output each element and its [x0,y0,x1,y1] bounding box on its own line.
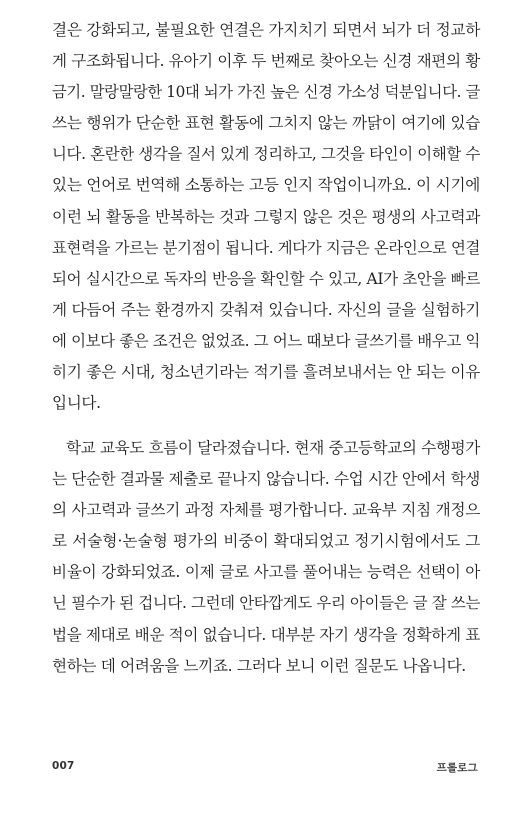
text-line: 에 이보다 좋은 조건은 없었죠. 그 어느 때보다 글쓰기를 배우고 익 [52,331,480,350]
text-line: 쓰는 행위가 단순한 표현 활동에 그치지 않는 까닭이 여기에 있습 [52,114,481,133]
text-line: 의 사고력과 글쓰기 과정 자체를 평가합니다. 교육부 지침 개정으 [52,501,481,520]
paragraph-1 [52,15,480,419]
text-line: 게 구조화됩니다. 유아기 이후 두 번째로 찾아오는 신경 재편의 황 [52,52,480,71]
text-line: 입니다. [52,394,101,413]
text-line: 표현력을 가르는 분기점이 됩니다. 게다가 지금은 온라인으로 연결 [52,238,481,257]
text-line: 는 단순한 결과물 제출로 끝나지 않습니다. 수업 시간 안에서 학생 [52,470,480,489]
text-line: 되어 실시간으로 독자의 반응을 확인할 수 있고, AI가 초안을 빠르 [52,269,481,288]
text-line: 현하는 데 어려움을 느끼죠. 그러다 보니 이런 질문도 나옵니다. [52,656,466,675]
paragraph-2 [52,433,480,682]
text-line: 학교 교육도 흐름이 달라졌습니다. 현재 중고등학교의 수행평가 [65,439,480,457]
text-line: 로 서술형·논술형 평가의 비중이 확대되었고 정기시험에서도 그 [52,532,481,551]
text-line: 히기 좋은 시대, 청소년기라는 적기를 흘려보내서는 안 되는 이유 [52,363,481,382]
text-line: 금기. 말랑말랑한 10대 뇌가 가진 높은 신경 가소성 덕분입니다. 글 [52,83,480,102]
text-line: 이런 뇌 활동을 반복하는 것과 그렇지 않은 것은 평생의 사고력과 [52,207,481,226]
text-line: 법을 제대로 배운 적이 없습니다. 대부분 자기 생각을 정확하게 표 [52,625,480,644]
text-line: 게 다듬어 주는 환경까지 갖춰져 있습니다. 자신의 글을 실험하기 [52,300,481,319]
running-section-title: 프롤로그 [436,762,478,774]
page-number: 007 [52,760,75,772]
text-line: 결은 강화되고, 불필요한 연결은 가지치기 되면서 뇌가 더 정교하 [52,21,481,39]
text-line: 비율이 강화되었죠. 이제 글로 사고를 풀어내는 능력은 선택이 아 [52,563,481,582]
text-line: 있는 언어로 번역해 소통하는 고등 인지 작업이니까요. 이 시기에 [52,176,481,195]
text-line: 닌 필수가 된 겁니다. 그런데 안타깝게도 우리 아이들은 글 잘 쓰는 [52,594,480,613]
text-line: 니다. 혼란한 생각을 질서 있게 정리하고, 그것을 타인이 이해할 수 [52,145,480,164]
